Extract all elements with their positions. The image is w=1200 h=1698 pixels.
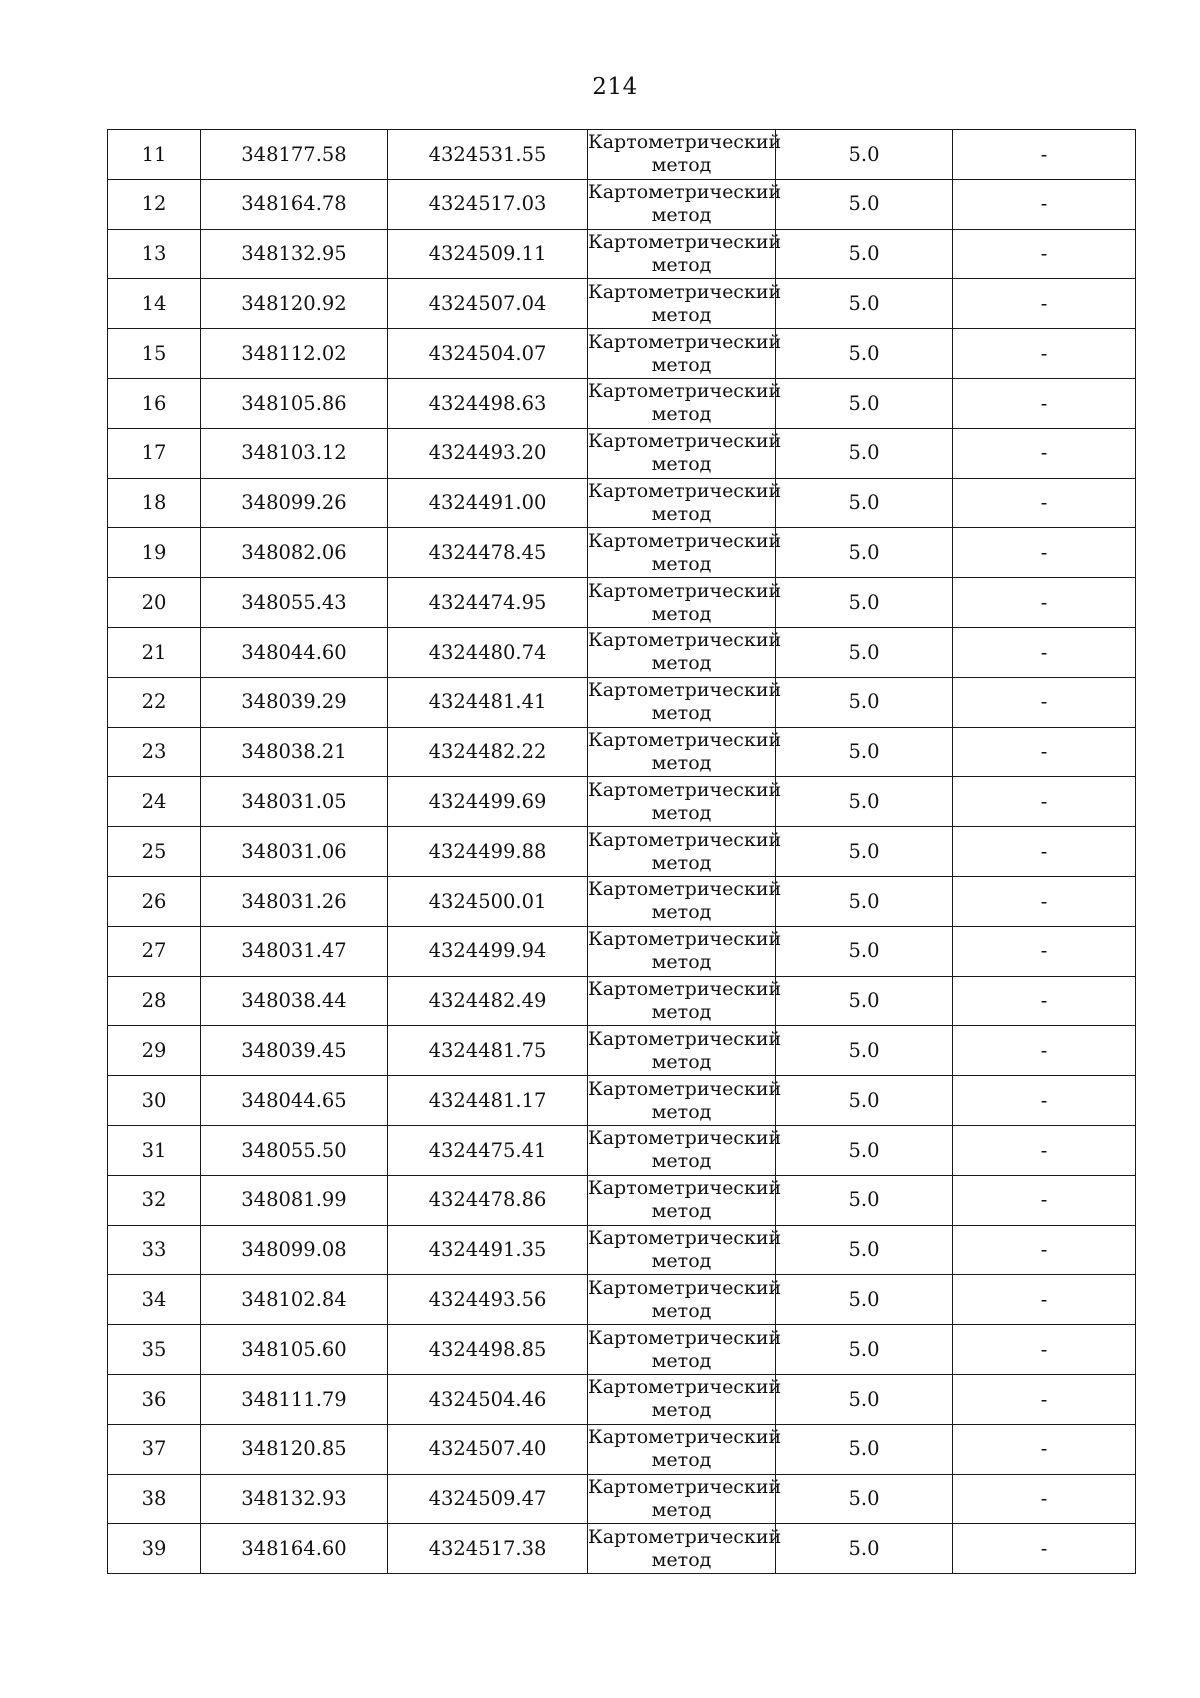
note-cell: - (953, 130, 1136, 180)
point-number-cell: 31 (108, 1125, 201, 1175)
method-line-2: метод (651, 1050, 712, 1073)
note-cell: - (953, 478, 1136, 528)
precision-cell: 5.0 (776, 1225, 953, 1275)
y-coordinate-cell: 4324509.47 (388, 1474, 588, 1524)
method-cell (588, 1524, 782, 1574)
method-cell (588, 279, 782, 329)
precision-cell: 5.0 (776, 876, 953, 926)
x-coordinate-cell: 348031.26 (201, 876, 388, 926)
point-number-cell: 21 (108, 627, 201, 677)
method-line-1: Картометрический (588, 1276, 782, 1299)
method-line-1: Картометрический (588, 230, 782, 253)
point-number-cell: 37 (108, 1424, 201, 1474)
table-row (108, 578, 1136, 628)
x-coordinate-cell: 348082.06 (201, 528, 388, 578)
precision-cell: 5.0 (776, 677, 953, 727)
method-line-2: метод (651, 1498, 712, 1521)
method-cell (588, 976, 782, 1026)
method-cell (588, 926, 782, 976)
method-line-2: метод (651, 502, 712, 525)
table-row (108, 428, 1136, 478)
x-coordinate-cell: 348132.95 (201, 229, 388, 279)
method-line-2: метод (651, 801, 712, 824)
method-cell (588, 179, 782, 229)
point-number-cell: 22 (108, 677, 201, 727)
x-coordinate-cell: 348044.65 (201, 1076, 388, 1126)
precision-cell: 5.0 (776, 1076, 953, 1126)
method-line-1: Картометрический (588, 629, 782, 652)
method-cell (588, 528, 782, 578)
table-row (108, 1524, 1136, 1574)
y-coordinate-cell: 4324493.56 (388, 1275, 588, 1325)
method-cell (588, 1026, 782, 1076)
point-number-cell: 34 (108, 1275, 201, 1325)
method-cell (588, 229, 782, 279)
method-line-1: Картометрический (588, 1326, 782, 1349)
y-coordinate-cell: 4324504.46 (388, 1374, 588, 1424)
note-cell: - (953, 1325, 1136, 1375)
note-cell: - (953, 1524, 1136, 1574)
point-number-cell: 35 (108, 1325, 201, 1375)
note-cell: - (953, 827, 1136, 877)
x-coordinate-cell: 348031.05 (201, 777, 388, 827)
method-line-1: Картометрический (588, 679, 782, 702)
x-coordinate-cell: 348031.06 (201, 827, 388, 877)
x-coordinate-cell: 348055.43 (201, 578, 388, 628)
point-number-cell: 26 (108, 876, 201, 926)
method-cell (588, 876, 782, 926)
y-coordinate-cell: 4324499.69 (388, 777, 588, 827)
precision-cell: 5.0 (776, 1374, 953, 1424)
table-row (108, 229, 1136, 279)
note-cell: - (953, 1474, 1136, 1524)
method-line-1: Картометрический (588, 1127, 782, 1150)
method-line-1: Картометрический (588, 928, 782, 951)
note-cell: - (953, 1076, 1136, 1126)
y-coordinate-cell: 4324504.07 (388, 329, 588, 379)
table-row (108, 1026, 1136, 1076)
point-number-cell: 39 (108, 1524, 201, 1574)
precision-cell: 5.0 (776, 1424, 953, 1474)
x-coordinate-cell: 348038.21 (201, 727, 388, 777)
method-cell (588, 627, 782, 677)
note-cell: - (953, 777, 1136, 827)
method-line-1: Картометрический (588, 1475, 782, 1498)
precision-cell: 5.0 (776, 179, 953, 229)
x-coordinate-cell: 348120.92 (201, 279, 388, 329)
x-coordinate-cell: 348038.44 (201, 976, 388, 1026)
y-coordinate-cell: 4324507.40 (388, 1424, 588, 1474)
table-row (108, 130, 1136, 180)
note-cell: - (953, 329, 1136, 379)
method-cell (588, 1275, 782, 1325)
precision-cell: 5.0 (776, 1474, 953, 1524)
method-cell (588, 1125, 782, 1175)
method-line-2: метод (651, 1000, 712, 1023)
table-row (108, 976, 1136, 1026)
method-line-1: Картометрический (588, 131, 782, 154)
method-line-1: Картометрический (588, 828, 782, 851)
point-number-cell: 32 (108, 1175, 201, 1225)
method-line-1: Картометрический (588, 878, 782, 901)
method-line-1: Картометрический (588, 330, 782, 353)
x-coordinate-cell: 348099.08 (201, 1225, 388, 1275)
y-coordinate-cell: 4324500.01 (388, 876, 588, 926)
y-coordinate-cell: 4324517.03 (388, 179, 588, 229)
method-line-2: метод (651, 901, 712, 924)
precision-cell: 5.0 (776, 1275, 953, 1325)
y-coordinate-cell: 4324481.17 (388, 1076, 588, 1126)
table-row (108, 727, 1136, 777)
method-line-2: метод (651, 453, 712, 476)
coordinates-table-body (108, 130, 1136, 1574)
method-cell (588, 1474, 782, 1524)
method-line-1: Картометрический (588, 1426, 782, 1449)
x-coordinate-cell: 348031.47 (201, 926, 388, 976)
method-line-2: метод (651, 652, 712, 675)
x-coordinate-cell: 348099.26 (201, 478, 388, 528)
table-row (108, 1374, 1136, 1424)
table-row (108, 329, 1136, 379)
note-cell: - (953, 1026, 1136, 1076)
point-number-cell: 11 (108, 130, 201, 180)
method-cell (588, 1076, 782, 1126)
point-number-cell: 18 (108, 478, 201, 528)
table-row (108, 827, 1136, 877)
point-number-cell: 15 (108, 329, 201, 379)
method-cell (588, 378, 782, 428)
note-cell: - (953, 627, 1136, 677)
table-row (108, 1474, 1136, 1524)
point-number-cell: 25 (108, 827, 201, 877)
point-number-cell: 13 (108, 229, 201, 279)
table-row (108, 1175, 1136, 1225)
method-cell (588, 578, 782, 628)
x-coordinate-cell: 348081.99 (201, 1175, 388, 1225)
method-cell (588, 727, 782, 777)
y-coordinate-cell: 4324481.41 (388, 677, 588, 727)
table-row (108, 777, 1136, 827)
x-coordinate-cell: 348164.60 (201, 1524, 388, 1574)
table-row (108, 1076, 1136, 1126)
method-line-1: Картометрический (588, 529, 782, 552)
method-cell (588, 329, 782, 379)
point-number-cell: 19 (108, 528, 201, 578)
precision-cell: 5.0 (776, 378, 953, 428)
precision-cell: 5.0 (776, 777, 953, 827)
method-line-2: метод (651, 702, 712, 725)
precision-cell: 5.0 (776, 727, 953, 777)
point-number-cell: 28 (108, 976, 201, 1026)
precision-cell: 5.0 (776, 130, 953, 180)
table-row (108, 1225, 1136, 1275)
y-coordinate-cell: 4324498.63 (388, 378, 588, 428)
precision-cell: 5.0 (776, 1026, 953, 1076)
method-line-2: метод (651, 851, 712, 874)
table-row (108, 1275, 1136, 1325)
table-row (108, 677, 1136, 727)
y-coordinate-cell: 4324499.94 (388, 926, 588, 976)
table-row (108, 926, 1136, 976)
precision-cell: 5.0 (776, 478, 953, 528)
method-line-1: Картометрический (588, 430, 782, 453)
method-line-2: метод (651, 751, 712, 774)
y-coordinate-cell: 4324517.38 (388, 1524, 588, 1574)
method-line-1: Картометрический (588, 1376, 782, 1399)
note-cell: - (953, 1175, 1136, 1225)
method-cell (588, 130, 782, 180)
point-number-cell: 38 (108, 1474, 201, 1524)
note-cell: - (953, 677, 1136, 727)
note-cell: - (953, 1225, 1136, 1275)
y-coordinate-cell: 4324482.49 (388, 976, 588, 1026)
table-row (108, 1325, 1136, 1375)
y-coordinate-cell: 4324531.55 (388, 130, 588, 180)
method-line-2: метод (651, 552, 712, 575)
x-coordinate-cell: 348103.12 (201, 428, 388, 478)
y-coordinate-cell: 4324491.00 (388, 478, 588, 528)
method-line-1: Картометрический (588, 977, 782, 1000)
method-line-1: Картометрический (588, 479, 782, 502)
y-coordinate-cell: 4324474.95 (388, 578, 588, 628)
method-line-2: метод (651, 204, 712, 227)
method-cell (588, 1374, 782, 1424)
method-line-2: метод (651, 1449, 712, 1472)
table-row (108, 876, 1136, 926)
method-line-2: метод (651, 951, 712, 974)
point-number-cell: 14 (108, 279, 201, 329)
y-coordinate-cell: 4324475.41 (388, 1125, 588, 1175)
note-cell: - (953, 578, 1136, 628)
point-number-cell: 24 (108, 777, 201, 827)
method-line-2: метод (651, 353, 712, 376)
method-line-2: метод (651, 1399, 712, 1422)
page-number: 214 (592, 74, 638, 100)
method-line-1: Картометрический (588, 579, 782, 602)
note-cell: - (953, 727, 1136, 777)
y-coordinate-cell: 4324493.20 (388, 428, 588, 478)
note-cell: - (953, 1125, 1136, 1175)
coordinates-table (107, 129, 1136, 1574)
point-number-cell: 33 (108, 1225, 201, 1275)
method-line-1: Картометрический (588, 778, 782, 801)
method-cell (588, 1225, 782, 1275)
x-coordinate-cell: 348044.60 (201, 627, 388, 677)
y-coordinate-cell: 4324491.35 (388, 1225, 588, 1275)
x-coordinate-cell: 348105.86 (201, 378, 388, 428)
table-row (108, 528, 1136, 578)
method-line-1: Картометрический (588, 1077, 782, 1100)
note-cell: - (953, 279, 1136, 329)
method-line-1: Картометрический (588, 380, 782, 403)
method-cell (588, 478, 782, 528)
point-number-cell: 17 (108, 428, 201, 478)
method-line-2: метод (651, 403, 712, 426)
method-line-2: метод (651, 1249, 712, 1272)
point-number-cell: 27 (108, 926, 201, 976)
method-line-2: метод (651, 602, 712, 625)
precision-cell: 5.0 (776, 827, 953, 877)
point-number-cell: 36 (108, 1374, 201, 1424)
y-coordinate-cell: 4324481.75 (388, 1026, 588, 1076)
table-row (108, 378, 1136, 428)
y-coordinate-cell: 4324480.74 (388, 627, 588, 677)
precision-cell: 5.0 (776, 428, 953, 478)
precision-cell: 5.0 (776, 1125, 953, 1175)
x-coordinate-cell: 348164.78 (201, 179, 388, 229)
table-row (108, 478, 1136, 528)
method-line-1: Картометрический (588, 280, 782, 303)
note-cell: - (953, 1275, 1136, 1325)
method-line-2: метод (651, 303, 712, 326)
note-cell: - (953, 378, 1136, 428)
table-row (108, 627, 1136, 677)
table-row (108, 179, 1136, 229)
note-cell: - (953, 976, 1136, 1026)
method-line-1: Картометрический (588, 1027, 782, 1050)
method-line-2: метод (651, 253, 712, 276)
method-cell (588, 827, 782, 877)
x-coordinate-cell: 348111.79 (201, 1374, 388, 1424)
y-coordinate-cell: 4324499.88 (388, 827, 588, 877)
method-cell (588, 1175, 782, 1225)
table-row (108, 1424, 1136, 1474)
note-cell: - (953, 528, 1136, 578)
method-line-1: Картометрический (588, 1177, 782, 1200)
table-row (108, 1125, 1136, 1175)
note-cell: - (953, 179, 1136, 229)
method-cell (588, 428, 782, 478)
precision-cell: 5.0 (776, 627, 953, 677)
note-cell: - (953, 1424, 1136, 1474)
precision-cell: 5.0 (776, 279, 953, 329)
method-line-2: метод (651, 1548, 712, 1571)
x-coordinate-cell: 348039.29 (201, 677, 388, 727)
method-cell (588, 677, 782, 727)
x-coordinate-cell: 348039.45 (201, 1026, 388, 1076)
precision-cell: 5.0 (776, 329, 953, 379)
point-number-cell: 30 (108, 1076, 201, 1126)
point-number-cell: 12 (108, 179, 201, 229)
y-coordinate-cell: 4324478.45 (388, 528, 588, 578)
method-line-2: метод (651, 1150, 712, 1173)
precision-cell: 5.0 (776, 578, 953, 628)
method-line-1: Картометрический (588, 1226, 782, 1249)
method-line-1: Картометрический (588, 181, 782, 204)
table-row (108, 279, 1136, 329)
y-coordinate-cell: 4324482.22 (388, 727, 588, 777)
method-cell (588, 1424, 782, 1474)
method-line-2: метод (651, 1100, 712, 1123)
x-coordinate-cell: 348112.02 (201, 329, 388, 379)
x-coordinate-cell: 348055.50 (201, 1125, 388, 1175)
method-line-2: метод (651, 154, 712, 177)
x-coordinate-cell: 348105.60 (201, 1325, 388, 1375)
x-coordinate-cell: 348102.84 (201, 1275, 388, 1325)
method-line-1: Картометрический (588, 728, 782, 751)
point-number-cell: 23 (108, 727, 201, 777)
note-cell: - (953, 229, 1136, 279)
note-cell: - (953, 1374, 1136, 1424)
note-cell: - (953, 428, 1136, 478)
precision-cell: 5.0 (776, 229, 953, 279)
note-cell: - (953, 876, 1136, 926)
method-line-2: метод (651, 1200, 712, 1223)
y-coordinate-cell: 4324498.85 (388, 1325, 588, 1375)
y-coordinate-cell: 4324509.11 (388, 229, 588, 279)
method-line-2: метод (651, 1299, 712, 1322)
point-number-cell: 29 (108, 1026, 201, 1076)
precision-cell: 5.0 (776, 1325, 953, 1375)
method-line-1: Картометрический (588, 1525, 782, 1548)
method-line-2: метод (651, 1349, 712, 1372)
y-coordinate-cell: 4324507.04 (388, 279, 588, 329)
precision-cell: 5.0 (776, 926, 953, 976)
method-cell (588, 777, 782, 827)
precision-cell: 5.0 (776, 1524, 953, 1574)
point-number-cell: 16 (108, 378, 201, 428)
x-coordinate-cell: 348120.85 (201, 1424, 388, 1474)
point-number-cell: 20 (108, 578, 201, 628)
y-coordinate-cell: 4324478.86 (388, 1175, 588, 1225)
method-cell (588, 1325, 782, 1375)
precision-cell: 5.0 (776, 976, 953, 1026)
precision-cell: 5.0 (776, 528, 953, 578)
x-coordinate-cell: 348132.93 (201, 1474, 388, 1524)
x-coordinate-cell: 348177.58 (201, 130, 388, 180)
precision-cell: 5.0 (776, 1175, 953, 1225)
note-cell: - (953, 926, 1136, 976)
